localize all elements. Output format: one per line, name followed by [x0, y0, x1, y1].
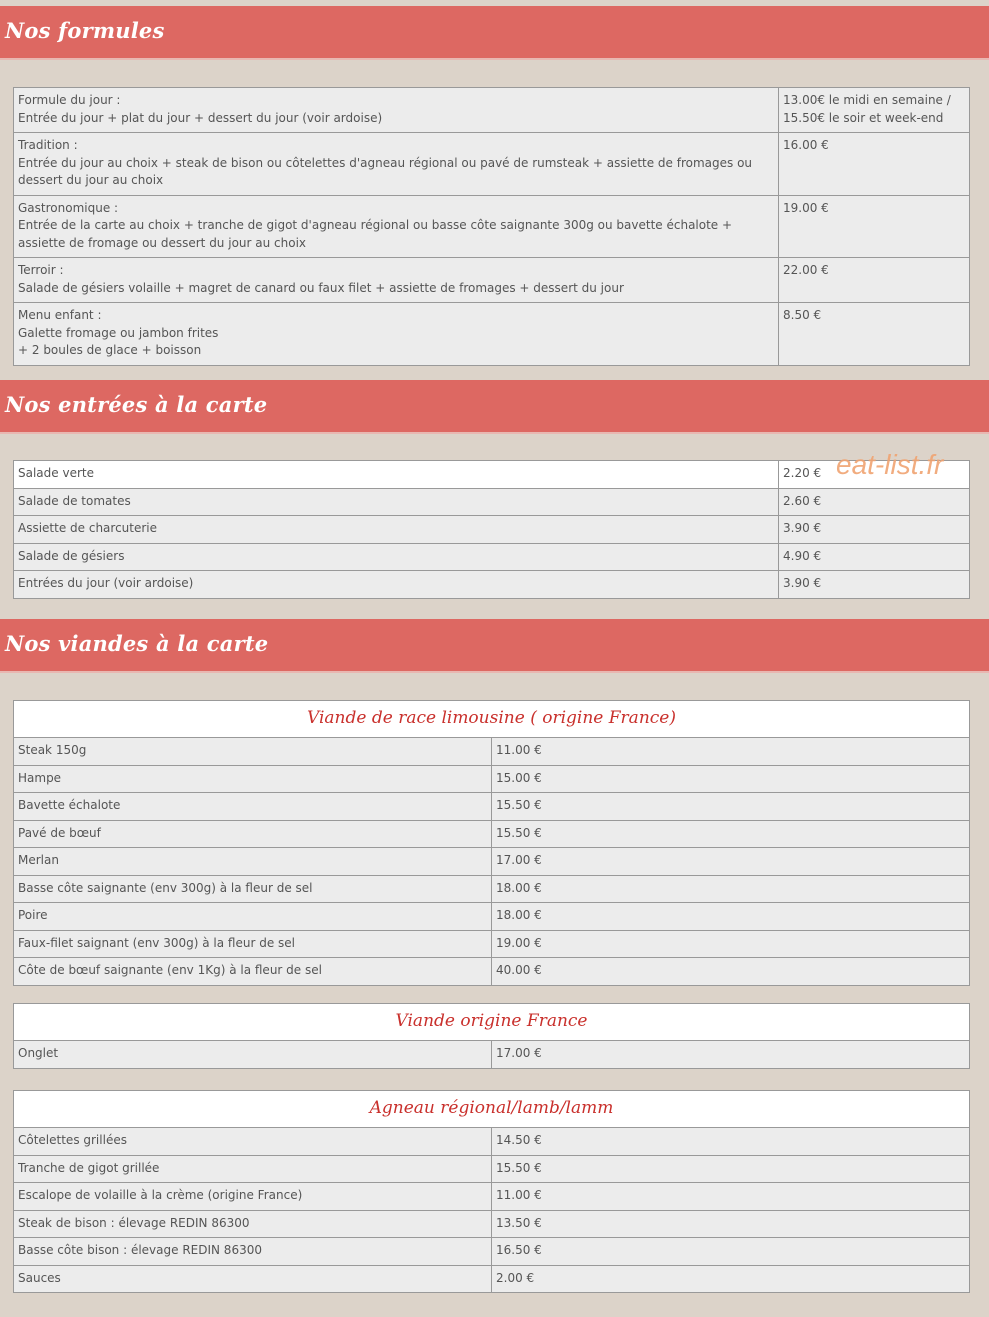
viande-row: [14, 793, 970, 821]
viande-category-title: Viande de race limousine ( origine France): [14, 701, 970, 738]
formule-price-text: 13.00€ le midi en semaine /: [783, 93, 951, 107]
viande-price: 16.50 €: [492, 1238, 970, 1266]
formule-price-text: 8.50 €: [783, 308, 822, 322]
formule-price-text: 16.00 €: [783, 138, 829, 152]
section-header-formules: [0, 6, 989, 60]
viande-name: Basse côte bison : élevage REDIN 86300: [14, 1238, 492, 1266]
formules-table: [13, 87, 970, 366]
entree-name: Salade de gésiers: [14, 543, 779, 571]
viande-price: 11.00 €: [492, 1183, 970, 1211]
formule-description: [14, 195, 779, 258]
entree-price: 3.90 €: [779, 571, 970, 599]
formule-description: [14, 258, 779, 303]
viande-price: 11.00 €: [492, 738, 970, 766]
formule-text: Galette fromage ou jambon frites: [18, 325, 219, 340]
viande-row: [14, 848, 970, 876]
formule-price: [779, 133, 970, 196]
watermark: eat-list.fr: [836, 449, 944, 480]
formule-text: Formule du jour :: [18, 93, 121, 107]
viande-category-row: [14, 1004, 970, 1041]
formule-row: [14, 88, 970, 133]
formule-row: [14, 195, 970, 258]
section-title: Nos entrées à la carte: [5, 392, 268, 417]
viande-name: Côte de bœuf saignante (env 1Kg) à la fleur de sel: [14, 958, 492, 986]
formule-price-text: 15.50€ le soir et week-end: [783, 110, 944, 125]
viande-name: Sauces: [14, 1265, 492, 1293]
entree-name: Assiette de charcuterie: [14, 516, 779, 544]
entree-row: [14, 461, 970, 489]
formule-price-text: 19.00 €: [783, 200, 829, 215]
entree-name: Entrées du jour (voir ardoise): [14, 571, 779, 599]
entree-row: [14, 488, 970, 516]
formule-text: Tradition :: [18, 138, 78, 152]
viande-row: [14, 1041, 970, 1069]
section-title: Nos formules: [5, 18, 165, 43]
section-header-viandes: [0, 619, 989, 673]
formule-text: Entrée du jour au choix + steak de bison ou côtelettes d'agneau régional ou pavé de rumsteak + assiette de fromages ou dessert du jour au choix: [18, 155, 753, 187]
formule-price: [779, 88, 970, 133]
section-title: Nos viandes à la carte: [5, 631, 269, 656]
viande-price: 19.00 €: [492, 930, 970, 958]
viande-price: 40.00 €: [492, 958, 970, 986]
formule-description: [14, 88, 779, 133]
viande-row: [14, 765, 970, 793]
viande-row: [14, 1265, 970, 1293]
entree-price: 2.20 €: [779, 461, 970, 489]
formule-text: Salade de gésiers volaille + magret de canard ou faux filet + assiette de fromages + dessert du jour: [18, 280, 624, 295]
formule-price: [779, 303, 970, 366]
entree-price: 3.90 €: [779, 516, 970, 544]
entrees-table: [13, 460, 970, 599]
viande-price: 14.50 €: [492, 1128, 970, 1156]
viandes-table-limousine: [13, 700, 970, 986]
viande-row: [14, 1155, 970, 1183]
viande-price: 18.00 €: [492, 903, 970, 931]
viande-row: [14, 1128, 970, 1156]
viande-name: Merlan: [14, 848, 492, 876]
viande-name: Onglet: [14, 1041, 492, 1069]
viande-category-title: Viande origine France: [14, 1004, 970, 1041]
viande-name: Hampe: [14, 765, 492, 793]
viande-row: [14, 1183, 970, 1211]
viande-price: 17.00 €: [492, 848, 970, 876]
formule-description: [14, 303, 779, 366]
entree-name: Salade verte: [14, 461, 779, 489]
viande-name: Basse côte saignante (env 300g) à la fleur de sel: [14, 875, 492, 903]
viande-row: [14, 820, 970, 848]
viandes-table-agneau: [13, 1090, 970, 1293]
viande-price: 13.50 €: [492, 1210, 970, 1238]
formule-text: Entrée de la carte au choix + tranche de gigot d'agneau régional ou basse côte saignante 300g ou bavette échalote + assiette de fromage ou dessert du jour au choix: [18, 218, 733, 250]
viande-row: [14, 958, 970, 986]
viande-row: [14, 738, 970, 766]
entree-row: [14, 516, 970, 544]
formule-row: [14, 258, 970, 303]
formule-row: [14, 133, 970, 196]
entree-row: [14, 543, 970, 571]
viande-row: [14, 1238, 970, 1266]
viande-name: Faux-filet saignant (env 300g) à la fleur de sel: [14, 930, 492, 958]
formule-description: [14, 133, 779, 196]
entree-name: Salade de tomates: [14, 488, 779, 516]
formule-price-text: 22.00 €: [783, 263, 829, 277]
formule-text: Menu enfant :: [18, 308, 102, 322]
viande-price: 15.00 €: [492, 765, 970, 793]
viande-name: Steak de bison : élevage REDIN 86300: [14, 1210, 492, 1238]
formule-text: Terroir :: [18, 263, 64, 277]
entree-row: [14, 571, 970, 599]
formule-price: [779, 195, 970, 258]
section-header-entrees: [0, 380, 989, 434]
viande-name: Tranche de gigot grillée: [14, 1155, 492, 1183]
formule-row: [14, 303, 970, 366]
viande-name: Bavette échalote: [14, 793, 492, 821]
viande-name: Steak 150g: [14, 738, 492, 766]
viande-row: [14, 903, 970, 931]
formule-price: [779, 258, 970, 303]
viande-row: [14, 1210, 970, 1238]
formule-text: + 2 boules de glace + boisson: [18, 343, 202, 357]
entree-price: 4.90 €: [779, 543, 970, 571]
viande-name: Poire: [14, 903, 492, 931]
viande-category-row: [14, 1091, 970, 1128]
viande-row: [14, 930, 970, 958]
viande-name: Côtelettes grillées: [14, 1128, 492, 1156]
formule-text: Gastronomique :: [18, 200, 119, 215]
viande-price: 15.50 €: [492, 820, 970, 848]
viande-price: 18.00 €: [492, 875, 970, 903]
viandes-table-france: [13, 1003, 970, 1069]
formule-text: Entrée du jour + plat du jour + dessert du jour (voir ardoise): [18, 110, 383, 125]
entree-price: 2.60 €: [779, 488, 970, 516]
viande-name: Pavé de bœuf: [14, 820, 492, 848]
viande-category-row: [14, 701, 970, 738]
viande-price: 15.50 €: [492, 793, 970, 821]
viande-price: 15.50 €: [492, 1155, 970, 1183]
viande-price: 2.00 €: [492, 1265, 970, 1293]
viande-category-title: Agneau régional/lamb/lamm: [14, 1091, 970, 1128]
viande-name: Escalope de volaille à la crème (origine France): [14, 1183, 492, 1211]
viande-row: [14, 875, 970, 903]
viande-price: 17.00 €: [492, 1041, 970, 1069]
